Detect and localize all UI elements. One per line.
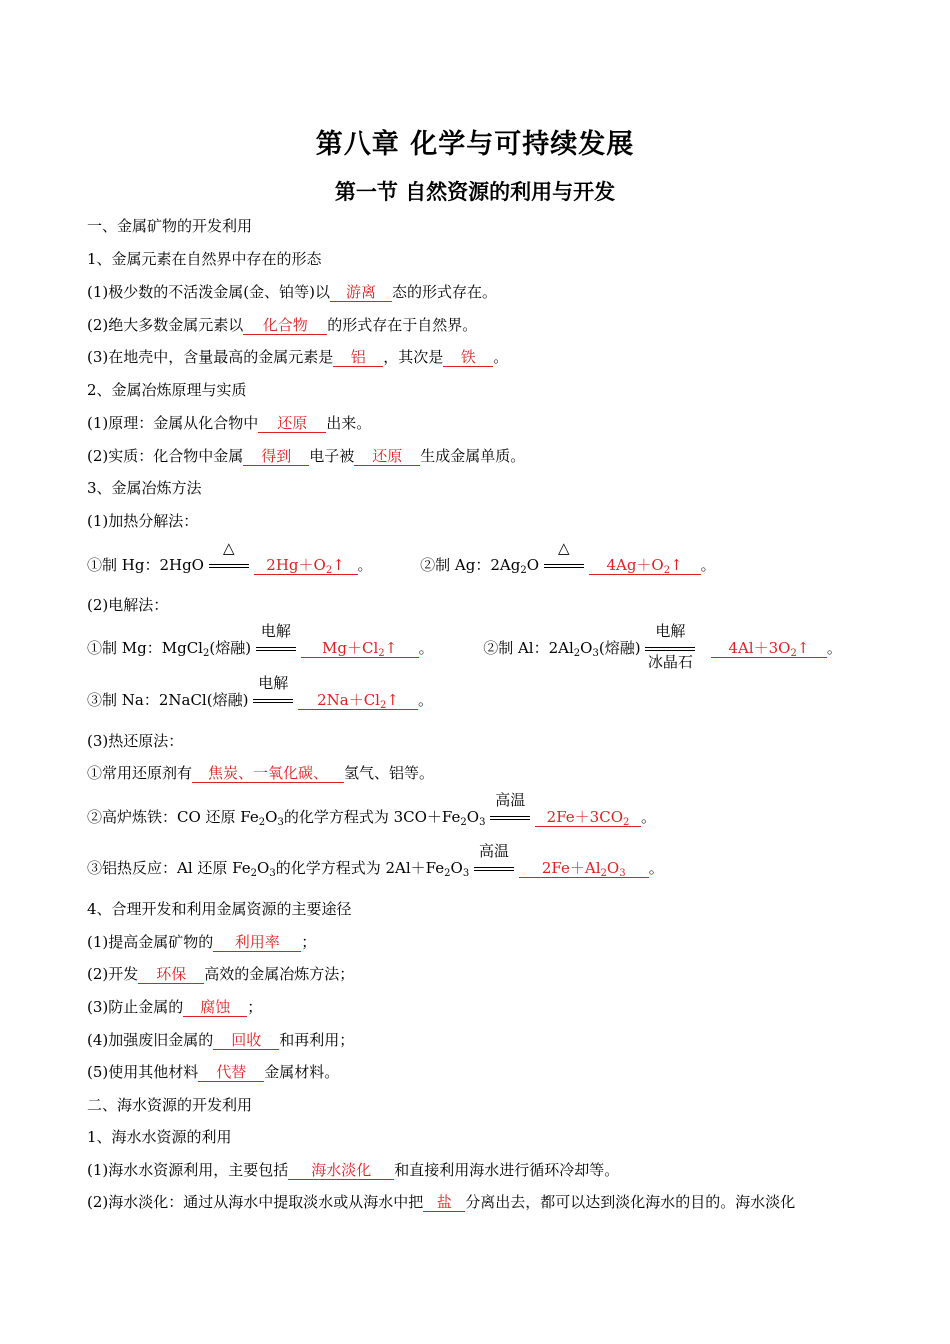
line-1-2: (2)绝大多数金属元素以 化合物 的形式存在于自然界。 <box>87 316 478 334</box>
reaction-condition: 电解 <box>253 691 293 711</box>
point-4-heading: 4、合理开发和利用金属资源的主要途径 <box>87 900 352 918</box>
reaction-condition: △ <box>544 556 584 576</box>
answer-blank: $2Hg+O_2↑$ <box>254 556 358 575</box>
equation-blast-furnace: ②高炉炼铁：CO 还原 $Fe_2O_3$的化学方程式为 $3CO+Fe_2O_3$ 高温 $2Fe+3CO_2$ 。 <box>87 791 657 828</box>
reaction-condition: 高温 <box>474 859 514 879</box>
answer-blank: 腐蚀 <box>183 998 247 1017</box>
answer-blank: 海水淡化 <box>288 1161 394 1180</box>
reaction-condition: △ <box>209 556 249 576</box>
line-1-3: (3)在地壳中，含量最高的金属元素是 铝 ，其次是 铁 。 <box>87 348 509 366</box>
line-4-4: (4)加强废旧金属的 回收 和再利用； <box>87 1031 355 1049</box>
line-1-1: (1)极少数的不活泼金属(金、铂等)以 游离 态的形式存在。 <box>87 283 497 301</box>
s2-point-1-heading: 1、海水水资源的利用 <box>87 1128 232 1146</box>
answer-blank: 得到 <box>243 447 309 466</box>
line-2-1: (1)原理：金属从化合物中 还原 出来。 <box>87 414 372 432</box>
answer-blank: 铁 <box>443 348 493 367</box>
line-4-1: (1)提高金属矿物的 利用率 ； <box>87 933 317 951</box>
answer-blank: 铝 <box>333 348 383 367</box>
chapter-title: 第八章 化学与可持续发展 <box>315 129 635 160</box>
line-4-2: (2)开发 环保 高效的金属冶炼方法； <box>87 965 355 983</box>
heading-metal-minerals: 一、金属矿物的开发利用 <box>87 217 253 235</box>
answer-blank: $4Al+3O_2↑$ <box>711 639 827 658</box>
line-3-electrolysis: (2)电解法： <box>87 596 169 614</box>
line-4-3: (3)防止金属的 腐蚀 ； <box>87 998 263 1016</box>
answer-blank: $4Ag+O_2↑$ <box>589 556 701 575</box>
line-3-reducing-agents: ①常用还原剂有 焦炭、一氧化碳、 氢气、铝等。 <box>87 764 435 782</box>
equation-thermite: ③铝热反应：Al 还原 $Fe_2O_3$的化学方程式为 $2Al+Fe_2O_3$ 高温 $2Fe+Al_2O_3$ 。 <box>87 842 664 879</box>
answer-blank: 利用率 <box>213 933 301 952</box>
equation-hg-ag: ①制 Hg：2HgO △ $2Hg+O_2↑$ 。 ②制 Ag：$2Ag_2O$ △ $4Ag+O_2↑$ 。 <box>87 539 716 576</box>
answer-blank: 游离 <box>330 283 392 302</box>
point-2-heading: 2、金属冶炼原理与实质 <box>87 381 247 399</box>
point-3-heading: 3、金属冶炼方法 <box>87 479 202 497</box>
s2-line-1-1: (1)海水水资源利用，主要包括 海水淡化 和直接利用海水进行循环冷却等。 <box>87 1161 620 1179</box>
answer-blank: 还原 <box>354 447 420 466</box>
answer-blank: $Mg+Cl_2↑$ <box>301 639 419 658</box>
s2-line-1-2: (2)海水淡化：通过从海水中提取淡水或从海水中把 盐 分离出去，都可以达到淡化海水的目的。海水淡化 <box>87 1193 796 1211</box>
answer-blank: 盐 <box>423 1193 465 1212</box>
heading-seawater: 二、海水资源的开发利用 <box>87 1096 253 1114</box>
section-title: 第一节 自然资源的利用与开发 <box>334 180 616 204</box>
answer-blank: $2Na+Cl_2↑$ <box>298 691 418 710</box>
reaction-condition: 电解 <box>256 639 296 659</box>
reaction-condition: 电解 冰晶石 <box>645 639 695 659</box>
answer-blank: 还原 <box>258 414 326 433</box>
answer-blank: 环保 <box>138 965 204 984</box>
equation-mg-al: ①制 Mg：MgCl$_2$(熔融) 电解 $Mg+Cl_2↑$ 。 ②制 Al：$2Al_2O_3$(熔融) 电解 冰晶石 $4Al+3O_2↑$ 。 <box>87 622 842 671</box>
equation-na: ③制 Na：2NaCl(熔融) 电解 $2Na+Cl_2↑$ 。 <box>87 674 434 711</box>
answer-blank: 焦炭、一氧化碳、 <box>192 764 344 783</box>
point-1-heading: 1、金属元素在自然界中存在的形态 <box>87 250 322 268</box>
answer-blank: 代替 <box>198 1063 264 1082</box>
answer-blank: $2Fe+Al_2O_3$ <box>519 859 649 878</box>
line-4-5: (5)使用其他材料 代替 金属材料。 <box>87 1063 340 1081</box>
line-3-thermal-reduction: (3)热还原法： <box>87 732 184 750</box>
answer-blank: 化合物 <box>243 316 327 335</box>
reaction-condition: 高温 <box>490 808 530 828</box>
answer-blank: $2Fe+3CO_2$ <box>535 808 641 827</box>
line-3-heat: (1)加热分解法： <box>87 512 199 530</box>
line-2-2: (2)实质：化合物中金属 得到 电子被 还原 生成金属单质。 <box>87 447 526 465</box>
answer-blank: 回收 <box>213 1031 279 1050</box>
